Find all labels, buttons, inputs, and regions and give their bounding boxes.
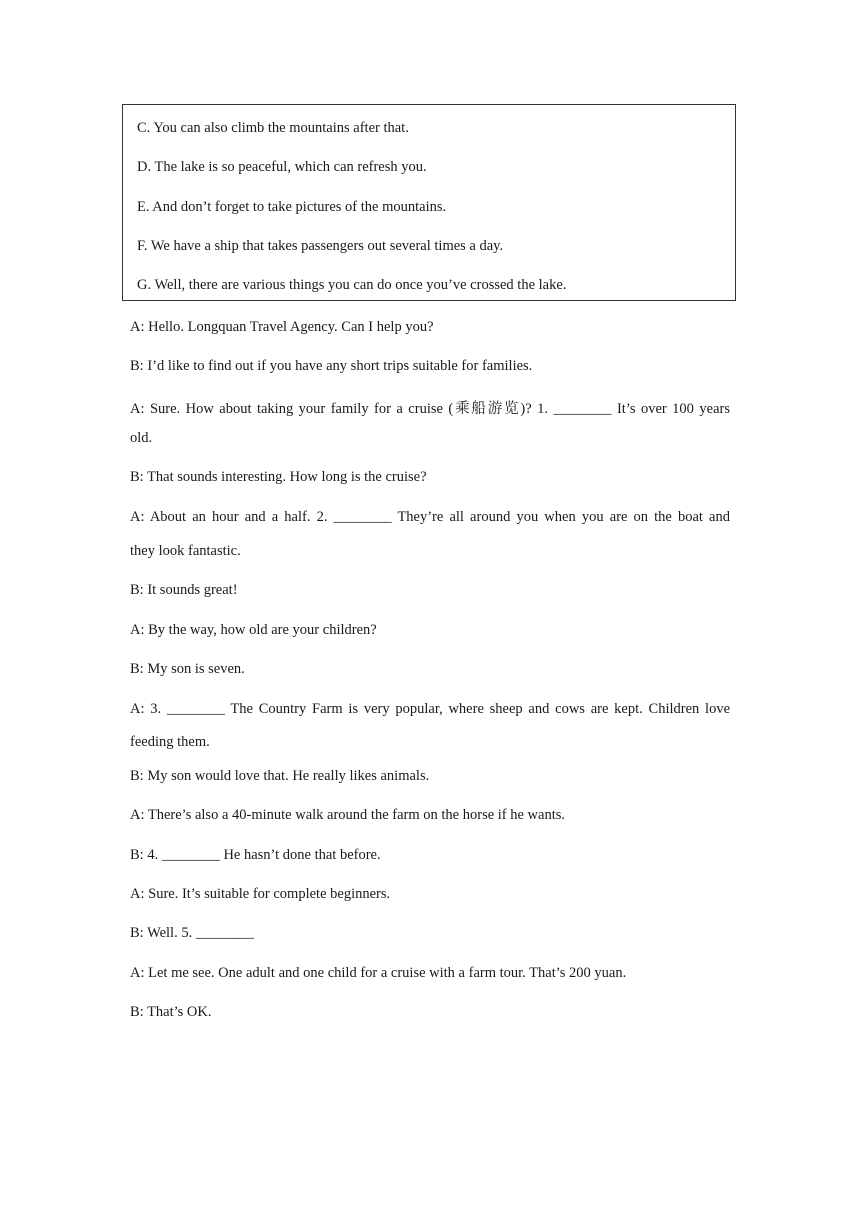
dialogue-line: A: Sure. It’s suitable for complete beginners. bbox=[130, 886, 391, 902]
dialogue-line: A: 3. ________ The Country Farm is very popular, where sheep and cows are kept. Children love bbox=[130, 701, 730, 717]
option-e: E. And don’t forget to take pictures of the mountains. bbox=[137, 199, 447, 215]
dialogue-line: they look fantastic. bbox=[130, 543, 241, 559]
option-g: G. Well, there are various things you can do once you’ve crossed the lake. bbox=[137, 277, 567, 293]
dialogue-line: A: Sure. How about taking your family for a cruise (乘船游览)? 1. ________ It’s over 100 years bbox=[130, 401, 730, 417]
dialogue-line: A: About an hour and a half. 2. ________ They’re all around you when you are on the boat and bbox=[130, 509, 730, 525]
dialogue-line: B: My son is seven. bbox=[130, 661, 245, 677]
dialogue-line: B: That’s OK. bbox=[130, 1004, 212, 1020]
options-box bbox=[122, 104, 736, 301]
dialogue-line: feeding them. bbox=[130, 734, 210, 750]
dialogue-line: A: Let me see. One adult and one child for a cruise with a farm tour. That’s 200 yuan. bbox=[130, 965, 627, 981]
option-f: F. We have a ship that takes passengers out several times a day. bbox=[137, 238, 504, 254]
dialogue-line: B: It sounds great! bbox=[130, 582, 238, 598]
dialogue-line: B: I’d like to find out if you have any short trips suitable for families. bbox=[130, 358, 533, 374]
dialogue-line: A: Hello. Longquan Travel Agency. Can I help you? bbox=[130, 319, 434, 335]
dialogue-line: A: By the way, how old are your children? bbox=[130, 622, 377, 638]
dialogue-line: old. bbox=[130, 430, 153, 446]
dialogue-line: B: That sounds interesting. How long is the cruise? bbox=[130, 469, 427, 485]
dialogue-line: B: My son would love that. He really likes animals. bbox=[130, 768, 430, 784]
dialogue-line: B: 4. ________ He hasn’t done that before. bbox=[130, 847, 381, 863]
option-c: C. You can also climb the mountains after that. bbox=[137, 120, 409, 136]
dialogue-line: B: Well. 5. ________ bbox=[130, 925, 254, 941]
dialogue-line: A: There’s also a 40-minute walk around the farm on the horse if he wants. bbox=[130, 807, 566, 823]
option-d: D. The lake is so peaceful, which can refresh you. bbox=[137, 159, 427, 175]
